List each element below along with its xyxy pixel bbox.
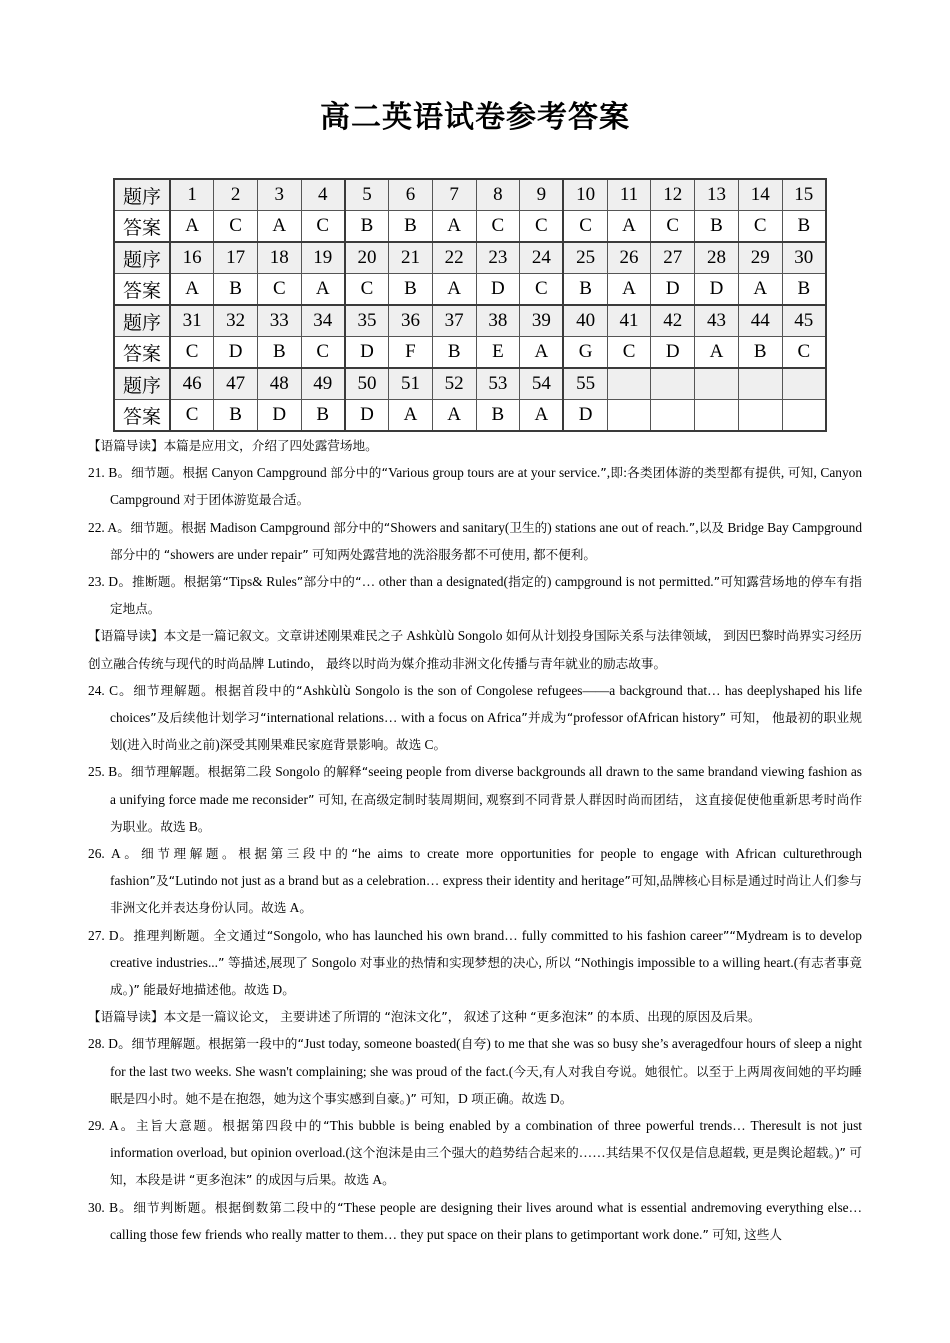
answer-letter-cell: E: [476, 337, 520, 369]
answer-letter-cell: C: [170, 337, 214, 369]
explanation-answer-letter: B。: [108, 465, 132, 481]
answer-letter-cell: C: [345, 274, 389, 306]
answer-letter-cell: A: [607, 211, 651, 243]
answer-letter-cell: A: [257, 211, 301, 243]
explanation-body: 根据首段中的“Ashkùlù Songolo is the son of Congolese refugees——a background that… has deeplyshaped his life choices”及后续他计划学习“international relations… with a focus on Africa”并成为“professor ofAfrican history” 可知， 他最初的职业规划(进入时尚业之前)深受其刚果难民家庭背景影响。故选 C。: [110, 682, 863, 753]
explanation-number: 28.: [88, 1036, 109, 1052]
question-number-cell: 20: [345, 242, 389, 274]
question-number-cell: 8: [476, 179, 520, 211]
answer-letter-cell: C: [782, 337, 826, 369]
question-number-cell: 47: [214, 368, 258, 400]
explanation-item: [88, 922, 862, 1004]
explanation-number: 24.: [88, 682, 110, 698]
answer-letter-cell: D: [476, 274, 520, 306]
explanation-number: 27.: [88, 927, 109, 943]
passage-guide-paragraph: [88, 1003, 862, 1030]
question-number-cell: 33: [257, 305, 301, 337]
answer-letter-cell: B: [563, 274, 607, 306]
answer-letter-cell: C: [738, 211, 782, 243]
passage-guide-body: 【语篇导读】本文是一篇议论文， 主要讲述了所谓的 “泡沫文化”， 叙述了这种 “更多泡沫” 的本质、出现的原因及后果。: [88, 1009, 761, 1025]
question-number-cell: 7: [432, 179, 476, 211]
question-number-cell: 42: [651, 305, 695, 337]
question-number-cell: 52: [432, 368, 476, 400]
explanation-question-type: 细节题。: [131, 465, 183, 481]
answer-letter-cell: A: [170, 211, 214, 243]
question-number-cell: 46: [170, 368, 214, 400]
explanation-question-type: 推断题。: [132, 574, 184, 590]
explanation-question-type: 细节判断题。: [133, 1199, 215, 1215]
question-number-cell: 30: [782, 242, 826, 274]
answer-letter-cell: B: [214, 400, 258, 432]
question-number-cell: 5: [345, 179, 389, 211]
answer-letter-cell: F: [389, 337, 433, 369]
explanation-answer-letter: C。: [109, 682, 134, 698]
explanation-body: 根据第三段中的“he aims to create more opportunities for people to engage with African culturethrough fashion”及“Lutindo not just as a brand but as a celebration… express their identity and heritage”可知,品牌核心目标是通过时尚让人们参与非洲文化并表达身份认同。故选 A。: [110, 846, 863, 916]
question-number-cell: 39: [520, 305, 564, 337]
question-number-cell: 43: [695, 305, 739, 337]
question-number-cell: 34: [301, 305, 345, 337]
question-row-header: 题序: [114, 242, 170, 274]
answer-letter-cell: C: [214, 211, 258, 243]
answer-table-question-row: [114, 368, 826, 400]
question-number-cell: 51: [389, 368, 433, 400]
explanation-question-type: 细节理解题。: [131, 764, 208, 780]
question-number-cell: 45: [782, 305, 826, 337]
question-number-cell: 54: [520, 368, 564, 400]
question-number-cell: 18: [257, 242, 301, 274]
answer-letter-cell: C: [170, 400, 214, 432]
answer-table: [113, 178, 827, 432]
answer-letter-cell: A: [607, 274, 651, 306]
question-row-header: 题序: [114, 305, 170, 337]
answer-row-header: 答案: [114, 274, 170, 306]
explanation-answer-letter: D。: [108, 1036, 132, 1052]
answer-letter-cell: A: [520, 400, 564, 432]
answer-letter-cell: A: [520, 337, 564, 369]
question-number-cell: 53: [476, 368, 520, 400]
answer-letter-cell: C: [301, 211, 345, 243]
answer-letter-cell: C: [607, 337, 651, 369]
explanation-body: 根据第“Tips& Rules”部分中的“… other than a designated(指定的) campground is not permitted.”可知露营场地的停车有指定地点。: [110, 574, 863, 617]
passage-guide-body: 【语篇导读】本文是一篇记叙文。文章讲述刚果难民之子 Ashkùlù Songolo 如何从计划投身国际关系与法律领域， 到因巴黎时尚界实习经历创立融合传统与现代的时尚品牌 Lutindo， 最终以时尚为媒介推动非洲文化传播与青年就业的励志故事。: [88, 628, 863, 671]
explanation-item: [88, 568, 862, 622]
question-number-cell: 27: [651, 242, 695, 274]
question-number-cell: 15: [782, 179, 826, 211]
answer-letter-cell: B: [345, 211, 389, 243]
explanation-answer-letter: D。: [108, 927, 134, 943]
answer-row-header: 答案: [114, 211, 170, 243]
explanation-item: [88, 758, 862, 840]
question-row-header: 题序: [114, 368, 170, 400]
answer-letter-cell: B: [301, 400, 345, 432]
explanation-answer-letter: A。: [109, 1118, 136, 1134]
answer-letter-cell: C: [301, 337, 345, 369]
question-number-cell: 49: [301, 368, 345, 400]
question-number-cell: 41: [607, 305, 651, 337]
question-number-cell: 25: [563, 242, 607, 274]
answer-table-question-row: [114, 242, 826, 274]
explanation-number: 30.: [88, 1199, 110, 1215]
question-number-cell: 21: [389, 242, 433, 274]
answer-letter-cell: A: [170, 274, 214, 306]
answer-letter-cell: C: [563, 211, 607, 243]
answer-letter-cell: B: [476, 400, 520, 432]
question-number-cell: 37: [432, 305, 476, 337]
answer-letter-cell: A: [432, 400, 476, 432]
answer-letter-cell: B: [782, 274, 826, 306]
question-number-cell: 32: [214, 305, 258, 337]
answer-table-answer-row: [114, 274, 826, 306]
answer-letter-cell: [607, 400, 651, 432]
answer-table-container: [113, 178, 827, 432]
answer-letter-cell: B: [389, 211, 433, 243]
answer-letter-cell: C: [257, 274, 301, 306]
explanation-question-type: 细节理解题。: [131, 1036, 209, 1052]
explanation-answer-letter: B。: [109, 1199, 134, 1215]
explanation-question-type: 细节理解题。: [133, 682, 215, 698]
answer-letter-cell: D: [695, 274, 739, 306]
answer-letter-cell: B: [695, 211, 739, 243]
explanation-answer-letter: A。: [107, 519, 131, 535]
question-number-cell: 11: [607, 179, 651, 211]
explanation-question-type: 推理判断题。: [133, 927, 214, 943]
explanations-container: [88, 432, 862, 1248]
answer-letter-cell: B: [389, 274, 433, 306]
question-number-cell: [651, 368, 695, 400]
question-number-cell: 24: [520, 242, 564, 274]
answer-letter-cell: B: [214, 274, 258, 306]
passage-guide-paragraph: [88, 432, 862, 459]
question-number-cell: 55: [563, 368, 607, 400]
question-number-cell: 23: [476, 242, 520, 274]
explanation-number: 23.: [88, 574, 109, 590]
answer-row-header: 答案: [114, 337, 170, 369]
explanation-number: 25.: [88, 764, 109, 780]
answer-table-answer-row: [114, 400, 826, 432]
question-number-cell: 44: [738, 305, 782, 337]
question-number-cell: [738, 368, 782, 400]
question-number-cell: 16: [170, 242, 214, 274]
passage-guide-body: 【语篇导读】本篇是应用文，介绍了四处露营场地。: [88, 438, 378, 453]
answer-letter-cell: D: [651, 337, 695, 369]
explanation-body: 全文通过“Songolo, who has launched his own brand… fully committed to his fashion career”“Mydream is to develop creative industries...” 等描述,展现了 Songolo 对事业的热情和实现梦想的决心, 所以 “Nothingis impossible to a willing heart.(有志者事竟成。)” 能最好地描述他。故选 D。: [110, 927, 863, 998]
explanation-body: 根据 Canyon Campground 部分中的“Various group tours are at your service.”,即:各类团体游的类型都有提供, 可知, Canyon Campground 对于团体游览最合适。: [110, 465, 863, 508]
question-number-cell: 14: [738, 179, 782, 211]
question-number-cell: 6: [389, 179, 433, 211]
answer-letter-cell: A: [301, 274, 345, 306]
question-number-cell: 40: [563, 305, 607, 337]
answer-letter-cell: D: [257, 400, 301, 432]
answer-letter-cell: A: [695, 337, 739, 369]
explanation-item: [88, 459, 862, 513]
answer-letter-cell: C: [651, 211, 695, 243]
answer-letter-cell: D: [345, 400, 389, 432]
answer-letter-cell: A: [389, 400, 433, 432]
explanation-item: [88, 514, 862, 568]
explanation-question-type: 细节题。: [130, 519, 182, 535]
question-number-cell: 26: [607, 242, 651, 274]
answer-table-question-row: [114, 179, 826, 211]
question-row-header: 题序: [114, 179, 170, 211]
passage-guide-paragraph: [88, 622, 862, 676]
answer-letter-cell: D: [214, 337, 258, 369]
answer-table-answer-row: [114, 337, 826, 369]
explanation-body: 根据第二段 Songolo 的解释“seeing people from diverse backgrounds all drawn to the same brandand viewing fashion as a unifying force made me reconsider” 可知, 在高级定制时装周期间, 观察到不同背景人群因时尚而团结， 这直接促使他重新思考时尚作为职业。故选 B。: [110, 764, 863, 834]
explanation-answer-letter: A。: [110, 846, 142, 862]
answer-letter-cell: [695, 400, 739, 432]
answer-row-header: 答案: [114, 400, 170, 432]
question-number-cell: [607, 368, 651, 400]
question-number-cell: 3: [257, 179, 301, 211]
question-number-cell: 2: [214, 179, 258, 211]
explanation-number: 21.: [88, 465, 109, 481]
explanation-number: 22.: [88, 519, 108, 535]
answer-letter-cell: D: [651, 274, 695, 306]
answer-letter-cell: B: [782, 211, 826, 243]
question-number-cell: 48: [257, 368, 301, 400]
question-number-cell: [695, 368, 739, 400]
explanation-number: 26.: [88, 846, 111, 862]
question-number-cell: 28: [695, 242, 739, 274]
explanation-body: 根据第一段中的“Just today, someone boasted(自夸) to me that she was so busy she’s averagedfour hours of sleep a night for the last two weeks. She wasn't complaining; she was proud of the fact.(今天,有人对我自夸说。她很忙。以至于上两周夜间她的平均睡眠是四小时。她不是在抱怨，她为这个事实感到自豪。)” 可知，D 项正确。故选 D。: [110, 1036, 863, 1106]
answer-letter-cell: A: [738, 274, 782, 306]
answer-letter-cell: D: [563, 400, 607, 432]
answer-letter-cell: A: [432, 274, 476, 306]
question-number-cell: 35: [345, 305, 389, 337]
explanation-number: 29.: [88, 1118, 110, 1134]
question-number-cell: 36: [389, 305, 433, 337]
explanation-item: [88, 1030, 862, 1112]
explanation-answer-letter: B。: [108, 764, 131, 780]
answer-table-answer-row: [114, 211, 826, 243]
question-number-cell: 10: [563, 179, 607, 211]
question-number-cell: 13: [695, 179, 739, 211]
question-number-cell: 4: [301, 179, 345, 211]
question-number-cell: 12: [651, 179, 695, 211]
answer-letter-cell: [738, 400, 782, 432]
question-number-cell: [782, 368, 826, 400]
question-number-cell: 22: [432, 242, 476, 274]
explanation-item: [88, 677, 862, 759]
question-number-cell: 9: [520, 179, 564, 211]
explanation-body: 根据 Madison Campground 部分中的“Showers and sanitary(卫生的) stations ane out of reach.”,以及 Bridge Bay Campground 部分中的 “showers are under repair” 可知两处露营地的洗浴服务都不可使用, 都不便利。: [110, 519, 863, 562]
answer-letter-cell: [782, 400, 826, 432]
answer-letter-cell: C: [520, 274, 564, 306]
explanation-question-type: 主旨大意题。: [135, 1118, 223, 1134]
question-number-cell: 38: [476, 305, 520, 337]
question-number-cell: 17: [214, 242, 258, 274]
explanation-item: [88, 1112, 862, 1194]
question-number-cell: 1: [170, 179, 214, 211]
explanation-body: 根据倒数第二段中的“These people are designing their lives around what is essential andremoving everything else… calling those few friends who really matter to them… they put space on their plans to getimportant work done.” 可知, 这些人: [110, 1199, 863, 1242]
explanation-body: 根据第四段中的“This bubble is being enabled by a combination of three powerful trends… Theresult is not just information overload, but opinion overload.(这个泡沫是由三个强大的趋势结合起来的……其结果不仅仅是信息超载, 更是舆论超载。)” 可知，本段是讲 “更多泡沫” 的成因与后果。故选 A。: [110, 1118, 862, 1188]
explanation-item: [88, 840, 862, 922]
question-number-cell: 29: [738, 242, 782, 274]
explanation-question-type: 细节理解题。: [141, 846, 239, 862]
question-number-cell: 50: [345, 368, 389, 400]
answer-table-question-row: [114, 305, 826, 337]
answer-letter-cell: A: [432, 211, 476, 243]
question-number-cell: 31: [170, 305, 214, 337]
answer-letter-cell: B: [738, 337, 782, 369]
explanation-item: [88, 1194, 862, 1248]
answer-letter-cell: C: [476, 211, 520, 243]
answer-letter-cell: C: [520, 211, 564, 243]
answer-letter-cell: D: [345, 337, 389, 369]
answer-letter-cell: G: [563, 337, 607, 369]
answer-letter-cell: B: [257, 337, 301, 369]
answer-letter-cell: B: [432, 337, 476, 369]
question-number-cell: 19: [301, 242, 345, 274]
explanation-answer-letter: D。: [108, 574, 133, 590]
page-title: 高二英语试卷参考答案: [320, 100, 630, 135]
answer-letter-cell: [651, 400, 695, 432]
